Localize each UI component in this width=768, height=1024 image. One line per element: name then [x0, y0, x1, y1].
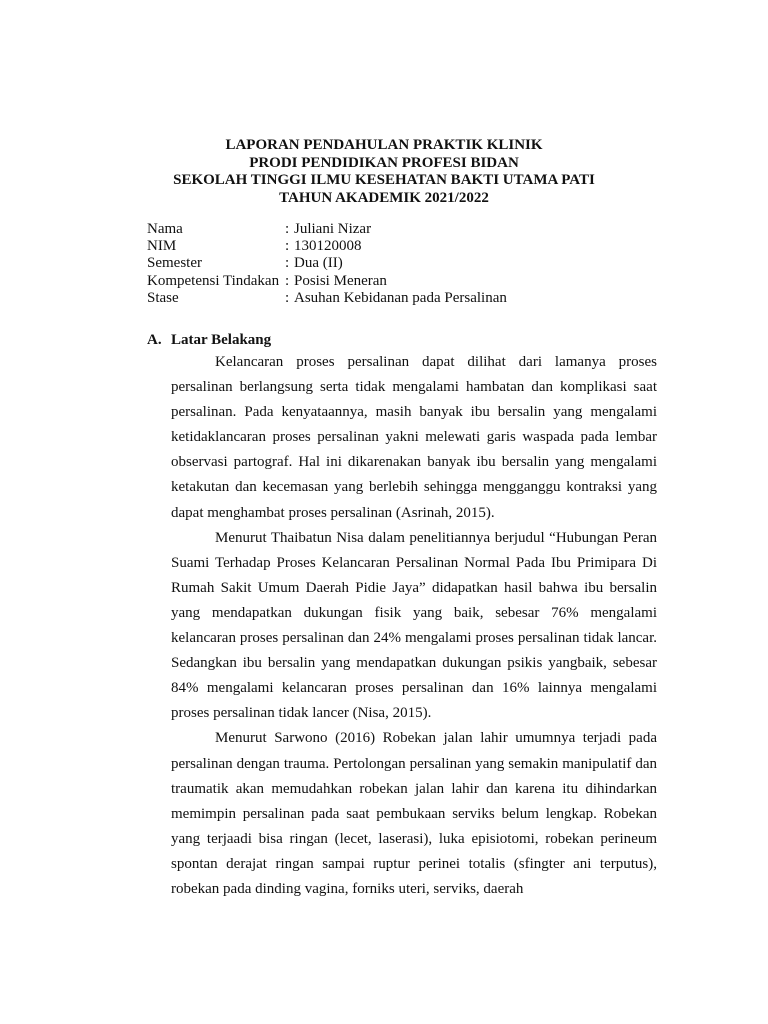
info-row-nim: [147, 238, 507, 255]
paragraph: Menurut Sarwono (2016) Robekan jalan lahir umumnya terjadi pada persalinan dengan trauma. Pertolongan persalinan yang semakin manipulatif dan traumatik akan memudahkan robekan jalan lahir dan karena itu dihindarkan memimpin persalinan pada saat pembukaan serviks belum lengkap. Robekan yang terjaadi bisa ringan (lecet, laserasi), luka episiotomi, robekan perineum spontan derajat ringan sampai ruptur perinei totalis (sfingter ani terputus), robekan pada dinding vagina, forniks uteri, serviks, daerah: [171, 730, 657, 897]
info-colon: :: [285, 238, 290, 255]
info-value: Posisi Meneran: [294, 272, 387, 289]
info-label: Kompetensi Tindakan: [147, 272, 280, 289]
info-value: Juliani Nizar: [294, 221, 372, 237]
student-info-table: [147, 221, 507, 307]
info-value: 130120008: [294, 238, 362, 255]
title-line-institution: SEKOLAH TINGGI ILMU KESEHATAN BAKTI UTAMA PATI: [173, 172, 595, 188]
info-row-nama: [147, 221, 507, 238]
info-label: Semester: [147, 255, 202, 272]
title-line-report: LAPORAN PENDAHULAN PRAKTIK KLINIK: [225, 137, 543, 153]
info-colon: :: [285, 221, 290, 237]
section-letter: A.: [147, 332, 162, 348]
paragraph: Kelancaran proses persalinan dapat dilihat dari lamanya proses persalinan berlangsung serta tidak mengalami hambatan dan komplikasi saat persalinan. Pada kenyataannya, masih banyak ibu bersalin yang mengalami ketidaklancaran proses persalinan yakni melewati garis waspada pada lembar observasi partograf. Hal ini dikarenakan banyak ibu bersalin yang mengalami ketakutan dan kecemasan yang berlebih sehingga mengganggu kontraksi yang dapat menghambat proses persalinan (Asrinah, 2015).: [171, 354, 657, 521]
info-label: Nama: [147, 221, 183, 237]
info-colon: :: [285, 255, 290, 272]
info-label: NIM: [147, 238, 177, 255]
info-label: Stase: [147, 289, 179, 306]
section-heading: [147, 331, 271, 349]
info-colon: :: [285, 272, 290, 289]
section-title: Latar Belakang: [171, 332, 272, 348]
info-row-kompetensi: [147, 273, 507, 290]
info-value: Asuhan Kebidanan pada Persalinan: [294, 289, 507, 306]
body-text: [171, 350, 657, 902]
report-title-block: [100, 137, 668, 207]
info-colon: :: [285, 289, 290, 306]
title-line-academic-year: TAHUN AKADEMIK 2021/2022: [279, 189, 489, 206]
info-row-semester: [147, 255, 507, 272]
info-value: Dua (II): [294, 255, 343, 272]
title-line-program: PRODI PENDIDIKAN PROFESI BIDAN: [249, 154, 519, 171]
info-row-stase: [147, 290, 507, 307]
paragraph: Menurut Thaibatun Nisa dalam penelitiannya berjudul “Hubungan Peran Suami Terhadap Proses Kelancaran Persalinan Normal Pada Ibu Primipara Di Rumah Sakit Umum Daerah Pidie Jaya” didapatkan hasil bahwa ibu bersalin yang mendapatkan dukungan fisik yang baik, sebesar 76% mengalami kelancaran proses persalinan dan 24% mengalami proses persalinan tidak lancar. Sedangkan ibu bersalin yang mendapatkan dukungan psikis yangbaik, sebesar 84% mengalami kelancaran proses persalinan dan 16% lainnya mengalami proses persalinan tidak lancer (Nisa, 2015).: [171, 529, 657, 722]
